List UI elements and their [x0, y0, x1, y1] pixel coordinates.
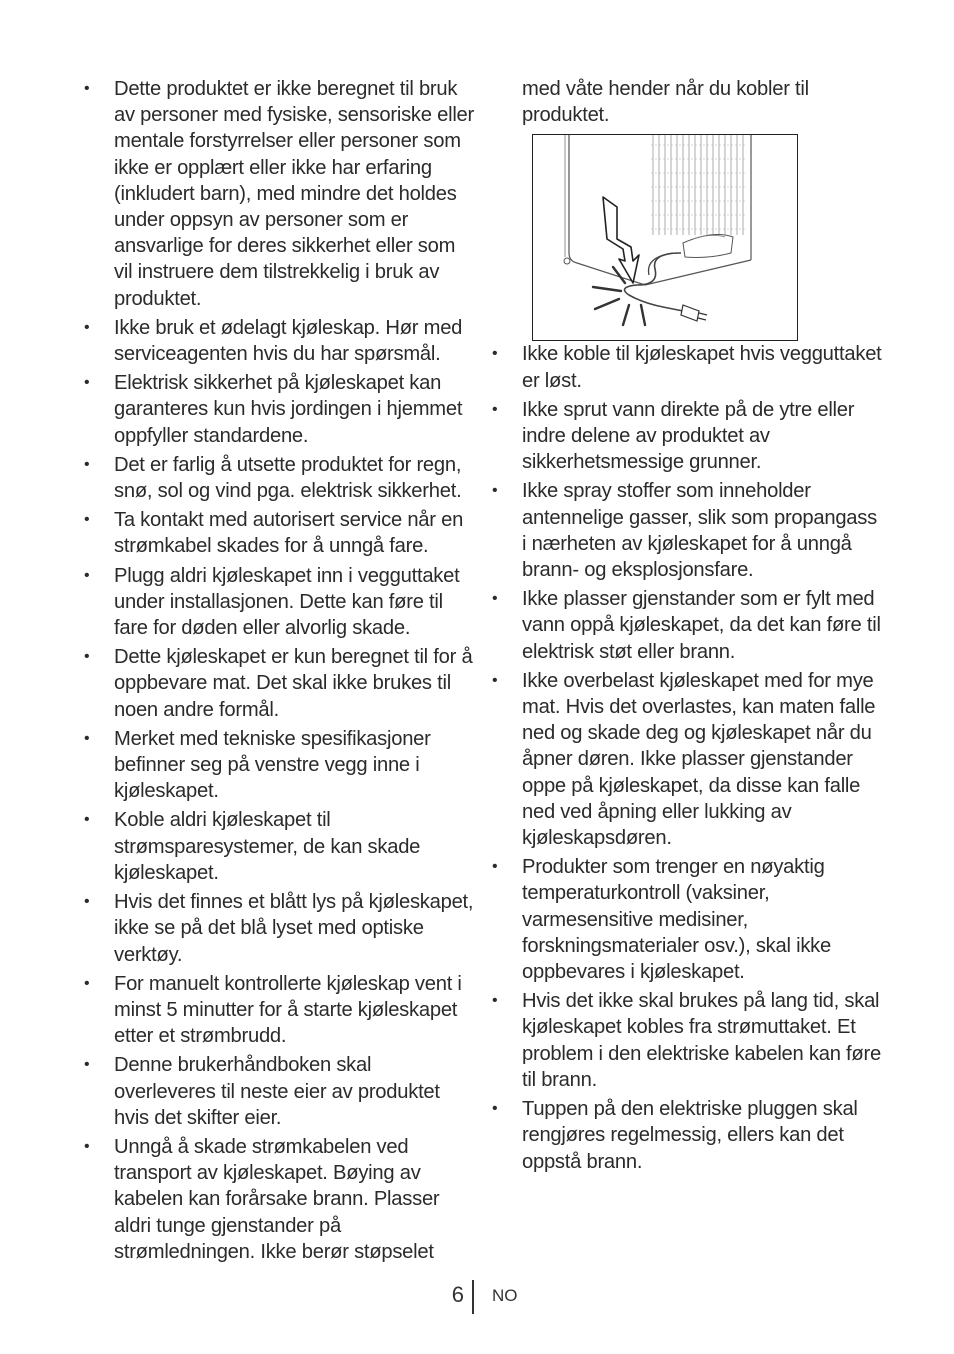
right-bullet-list: [490, 341, 882, 1174]
list-item: • Unngå å skade strømkabelen ved transport av kjøleskapet. Bøying av kabelen kan forårsake brann. Plasser aldri tunge gjenstander på strømledningen. Ikke berør støpselet: [84, 1135, 440, 1263]
bullet-icon: •: [84, 648, 90, 666]
bullet-icon: •: [492, 345, 498, 363]
list-item: • Det er farlig å utsette produktet for regn, snø, sol og vind pga. elektrisk sikkerhet.: [84, 453, 462, 503]
list-item: • For manuelt kontrollerte kjøleskap vent i minst 5 minutter for å starte kjøleskapet etter et strømbrudd.: [84, 972, 462, 1048]
bullet-icon: •: [84, 811, 90, 829]
list-item: • Ikke bruk et ødelagt kjøleskap. Hør med serviceagenten hvis du har spørsmål.: [84, 316, 463, 366]
list-item: • Ikke spray stoffer som inneholder antennelige gasser, slik som propangass i nærheten av kjøleskapet for å unngå brann- og eksplosjonsfare.: [492, 480, 877, 582]
list-item: • Dette produktet er ikke beregnet til bruk av personer med fysiske, sensoriske eller mentale forstyrrelser eller personer som ikke er opplært eller ikke har erfaring (inkludert barn), med mindre det holdes under oppsyn av personer som er ansvarlige for deres sikkerhet eller som vil instruere dem tilstrekkelig i bruk av produktet.: [84, 78, 475, 310]
list-item: • Produkter som trenger en nøyaktig temperaturkontroll (vaksiner, varmesensitive medisiner, forskningsmaterialer osv.), skal ikke oppbevares i kjøleskapet.: [492, 856, 831, 984]
list-item: • Koble aldri kjøleskapet til strømsparesystemer, de kan skade kjøleskapet.: [84, 809, 421, 884]
left-bullet-list: [82, 76, 474, 1265]
list-item: • Hvis det finnes et blått lys på kjøleskapet, ikke se på det blå lyset med optiske verktøy.: [84, 891, 474, 966]
page-footer: [0, 1280, 954, 1316]
bullet-icon: •: [84, 455, 90, 473]
footer-divider: [472, 1280, 474, 1314]
bullet-icon: •: [84, 729, 90, 747]
bullet-icon: •: [492, 400, 498, 418]
list-item: • Tuppen på den elektriske pluggen skal rengjøres regelmessig, ellers kan det oppstå brann.: [492, 1098, 858, 1173]
list-item: • Ikke sprut vann direkte på de ytre eller indre delene av produktet av sikkerhetsmessige grunner.: [492, 398, 855, 474]
list-item: • Ikke plasser gjenstander som er fylt med vann oppå kjøleskapet, da det kan føre til elektrisk støt eller brann.: [492, 588, 881, 663]
bullet-icon: •: [84, 374, 90, 392]
list-item: • Dette kjøleskapet er kun beregnet til for å oppbevare mat. Det skal ikke brukes til noen andre formål.: [84, 646, 473, 721]
left-column: [82, 76, 474, 1268]
page-number: 6: [451, 1282, 464, 1307]
bullet-icon: •: [84, 1137, 90, 1155]
list-item: • Hvis det ikke skal brukes på lang tid, skal kjøleskapet kobles fra strømuttaket. Et problem i den elektriske kabelen kan føre til brann.: [492, 990, 881, 1091]
list-item: • Elektrisk sikkerhet på kjøleskapet kan garanteres kun hvis jordingen i hjemmet oppfyller standardene.: [84, 372, 463, 447]
list-item: • Denne brukerhåndboken skal overleveres til neste eier av produktet hvis det skifter eier.: [84, 1054, 440, 1129]
bullet-icon: •: [492, 1100, 498, 1118]
bullet-icon: •: [84, 511, 90, 529]
right-column: [490, 76, 882, 1178]
fridge-plug-drawing: [533, 135, 797, 340]
bullet-icon: •: [492, 590, 498, 608]
list-item: • Merket med tekniske spesifikasjoner befinner seg på venstre vegg inne i kjøleskapet.: [84, 727, 431, 803]
bullet-icon: •: [84, 1056, 90, 1074]
continued-paragraph: med våte hender når du kobler til produktet.: [522, 78, 809, 127]
list-item: • Ikke overbelast kjøleskapet med for mye mat. Hvis det overlastes, kan maten falle ned og skade deg og kjøleskapet når du åpner døren. Ikke plasser gjenstander oppe på kjøleskapet, da disse kan falle ned ved åpning eller lukking av kjøleskapsdøren.: [492, 669, 876, 850]
bullet-icon: •: [492, 992, 498, 1010]
list-item: • Ta kontakt med autorisert service når en strømkabel skades for å unngå fare.: [84, 509, 464, 558]
list-item: • Plugg aldri kjøleskapet inn i vegguttaket under installasjonen. Dette kan føre til fare for døden eller alvorlig skade.: [84, 564, 460, 640]
bullet-icon: •: [84, 974, 90, 992]
list-item: • Ikke koble til kjøleskapet hvis vegguttaket er løst.: [492, 343, 882, 392]
bullet-icon: •: [84, 566, 90, 584]
bullet-icon: •: [84, 80, 90, 97]
fridge-plug-illustration: [532, 134, 798, 341]
bullet-icon: •: [492, 858, 498, 876]
bullet-icon: •: [84, 318, 90, 336]
bullet-icon: •: [492, 671, 498, 689]
bullet-icon: •: [492, 482, 498, 500]
bullet-icon: •: [84, 893, 90, 911]
language-code: NO: [492, 1286, 518, 1305]
